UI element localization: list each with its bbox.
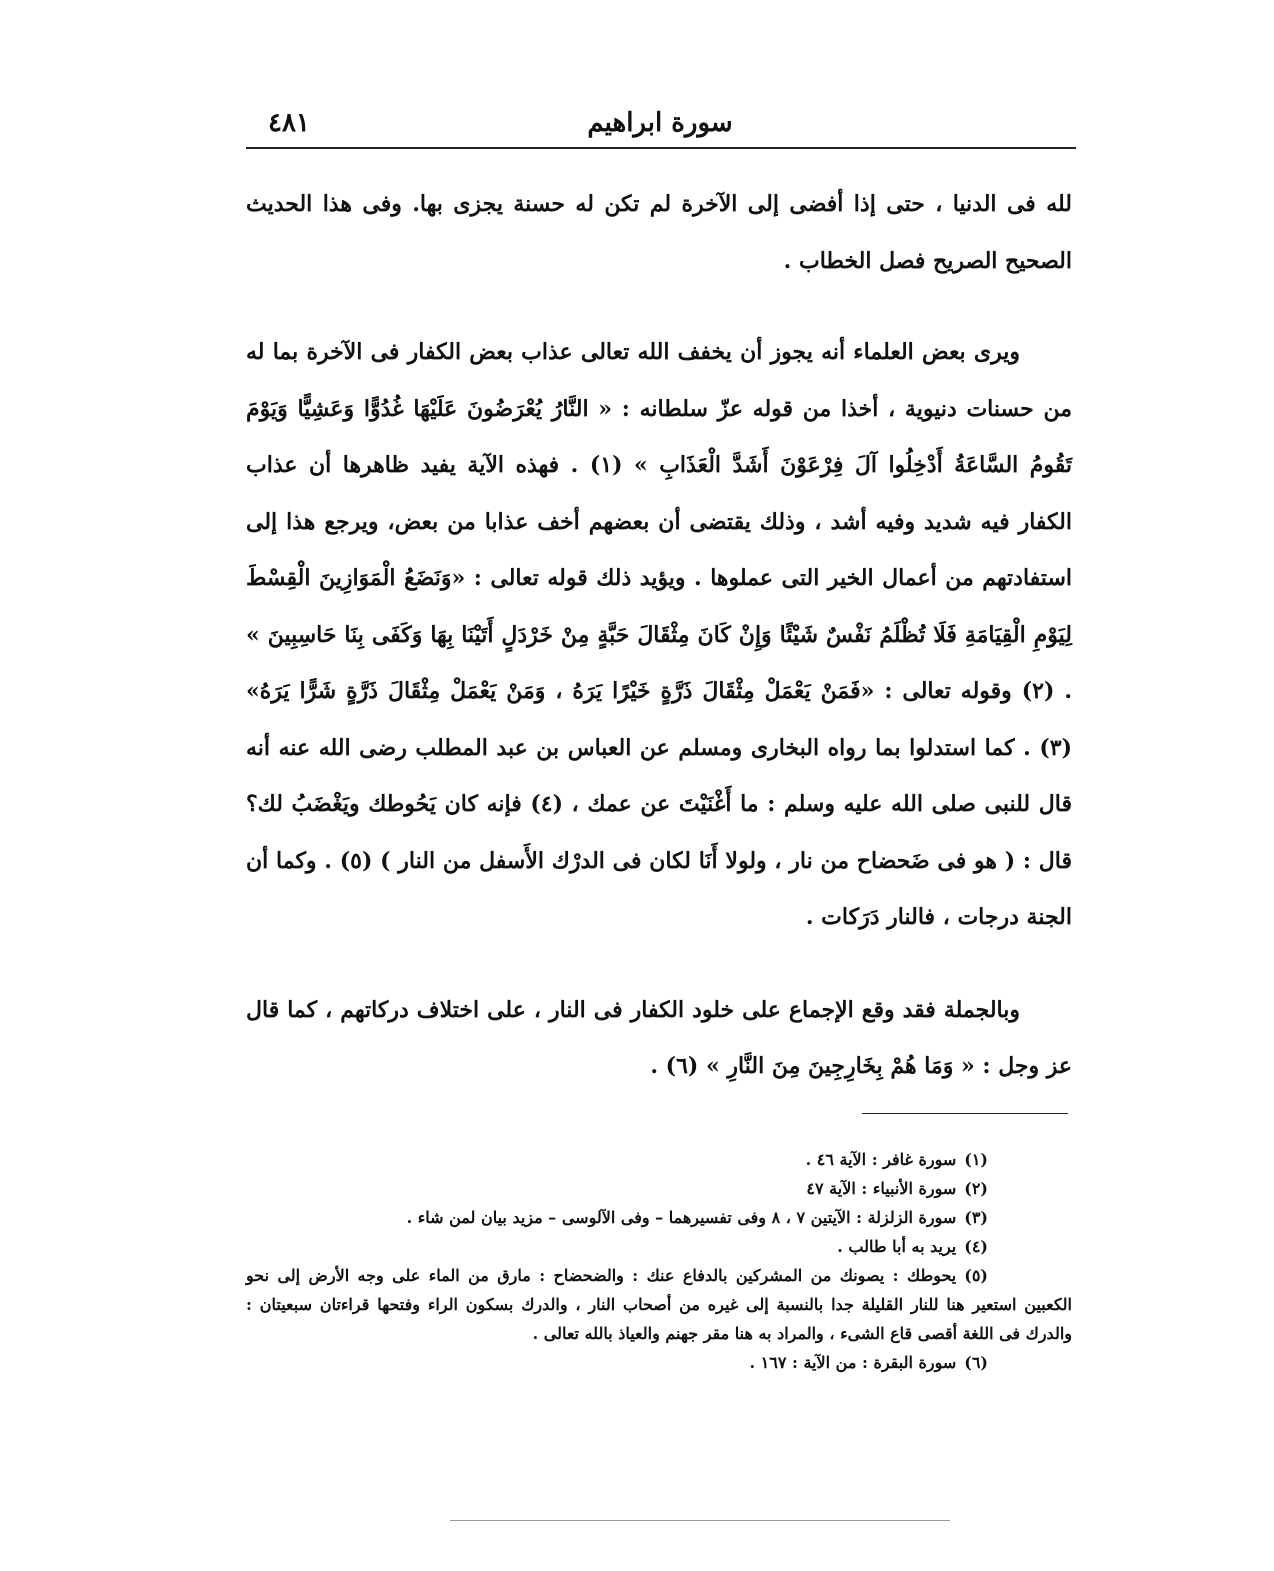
footnote-number: (٢) (964, 1179, 988, 1198)
footnote-number: (١) (964, 1150, 988, 1169)
footnote-text: يريد به أبا طالب . (837, 1237, 957, 1256)
footnote-text: سورة البقرة : من الآية : ١٦٧ . (749, 1353, 957, 1372)
footnote-2 (246, 1174, 1072, 1203)
footnote-text: سورة الزلزلة : الآيتين ٧ ، ٨ وفى تفسيرهما – وفى الآلوسى – مزيد بيان لمن شاء . (406, 1208, 957, 1227)
footnote-number: (٣) (964, 1208, 988, 1227)
footnote-number: (٥) (964, 1266, 988, 1285)
paragraph-2: ويرى بعض العلماء أنه يجوز أن يخفف الله تعالى عذاب بعض الكفار فى الآخرة بما له من حسنات دنيوية ، أخذا من قوله عزّ سلطانه : « النَّارُ يُعْرَضُونَ عَلَيْهَا غُدُوًّا وَعَشِيًّا وَيَوْمَ تَقُومُ السَّاعَةُ أَدْخِلُوا آلَ فِرْعَوْنَ أَشَدَّ الْعَذَابِ » (١) . فهذه الآية يفيد ظاهرها أن عذاب الكفار فيه شديد وفيه أشد ، وذلك يقتضى أن بعضهم أخف عذابا من بعض، ويرجع هذا إلى استفادتهم من أعمال الخير التى عملوها . ويؤيد ذلك قوله تعالى : «وَنَضَعُ الْمَوَازِينَ الْقِسْطَ لِيَوْمِ الْقِيَامَةِ فَلَا تُظْلَمُ نَفْسٌ شَيْئًا وَإِنْ كَانَ مِثْقَالَ حَبَّةٍ مِنْ خَرْدَلٍ أَتَيْنَا بِهَا وَكَفَى بِنَا حَاسِبِينَ » . (٢) وقوله تعالى : «فَمَنْ يَعْمَلْ مِثْقَالَ ذَرَّةٍ خَيْرًا يَرَهُ ، وَمَنْ يَعْمَلْ مِثْقَالَ ذَرَّةٍ شَرًّا يَرَهُ» (٣) . كما استدلوا بما رواه البخارى ومسلم عن العباس بن عبد المطلب رضى الله عنه أنه قال للنبى صلى الله عليه وسلم : ما أَغْنَيْتَ عن عمك ، (٤) فإنه كان يَحُوطك ويَغْضَبُ لك؟ قال : ( هو فى ضَحضاح من نار ، ولولا أَنَا لكان فى الدرْك الأَسفل من النار ) (٥) . وكما أن الجنة درجات ، فالنار دَرَكات . (246, 339, 1072, 930)
footnote-text: يحوطك : يصونك من المشركين بالدفاع عنك : والضحضاح : مارق من الماء على وجه الأرض إلى نحو الكعبين استعير هنا للنار القليلة جدا بالنسبة إلى غيره من أصحاب النار ، والدرك بسكون الراء وفتحها قراءتان سبعيتان : والدرك فى اللغة أقصى قاع الشىء ، والمراد به هنا مقر جهنم والعياذ بالله تعالى . (246, 1266, 1072, 1343)
paragraph-gap (246, 289, 1072, 324)
footnote-3 (246, 1203, 1072, 1232)
surah-title: سورة ابراهيم (587, 108, 733, 138)
paragraph-1: لله فى الدنيا ، حتى إذا أفضى إلى الآخرة لم تكن له حسنة يجزى بها. وفى هذا الحديث الصحيح الصريح فصل الخطاب . (246, 191, 1072, 274)
footnotes (246, 1145, 1072, 1377)
footnote-6 (246, 1348, 1072, 1377)
footnote-number: (٤) (964, 1237, 988, 1256)
footnote-text: سورة الأنبياء : الآية ٤٧ (806, 1179, 957, 1198)
footnote-5 (246, 1261, 1072, 1348)
footnote-divider (862, 1113, 1068, 1114)
footnote-4 (246, 1232, 1072, 1261)
main-text (246, 176, 1072, 1095)
paragraph-gap (246, 946, 1072, 982)
page-number: ٤٨١ (268, 108, 310, 138)
footnote-1 (246, 1145, 1072, 1174)
paragraph-3: وبالجملة فقد وقع الإجماع على خلود الكفار فى النار ، على اختلاف دركاتهم ، كما قال عز وجل : « وَمَا هُمْ بِخَارِجِينَ مِنَ النَّارِ » (٦) . (246, 996, 1072, 1079)
footnote-text: سورة غافر : الآية ٤٦ . (805, 1150, 957, 1169)
scan-edge-line (450, 1520, 950, 1521)
running-header (246, 108, 1074, 144)
footnote-number: (٦) (964, 1353, 988, 1372)
header-divider (246, 147, 1076, 149)
